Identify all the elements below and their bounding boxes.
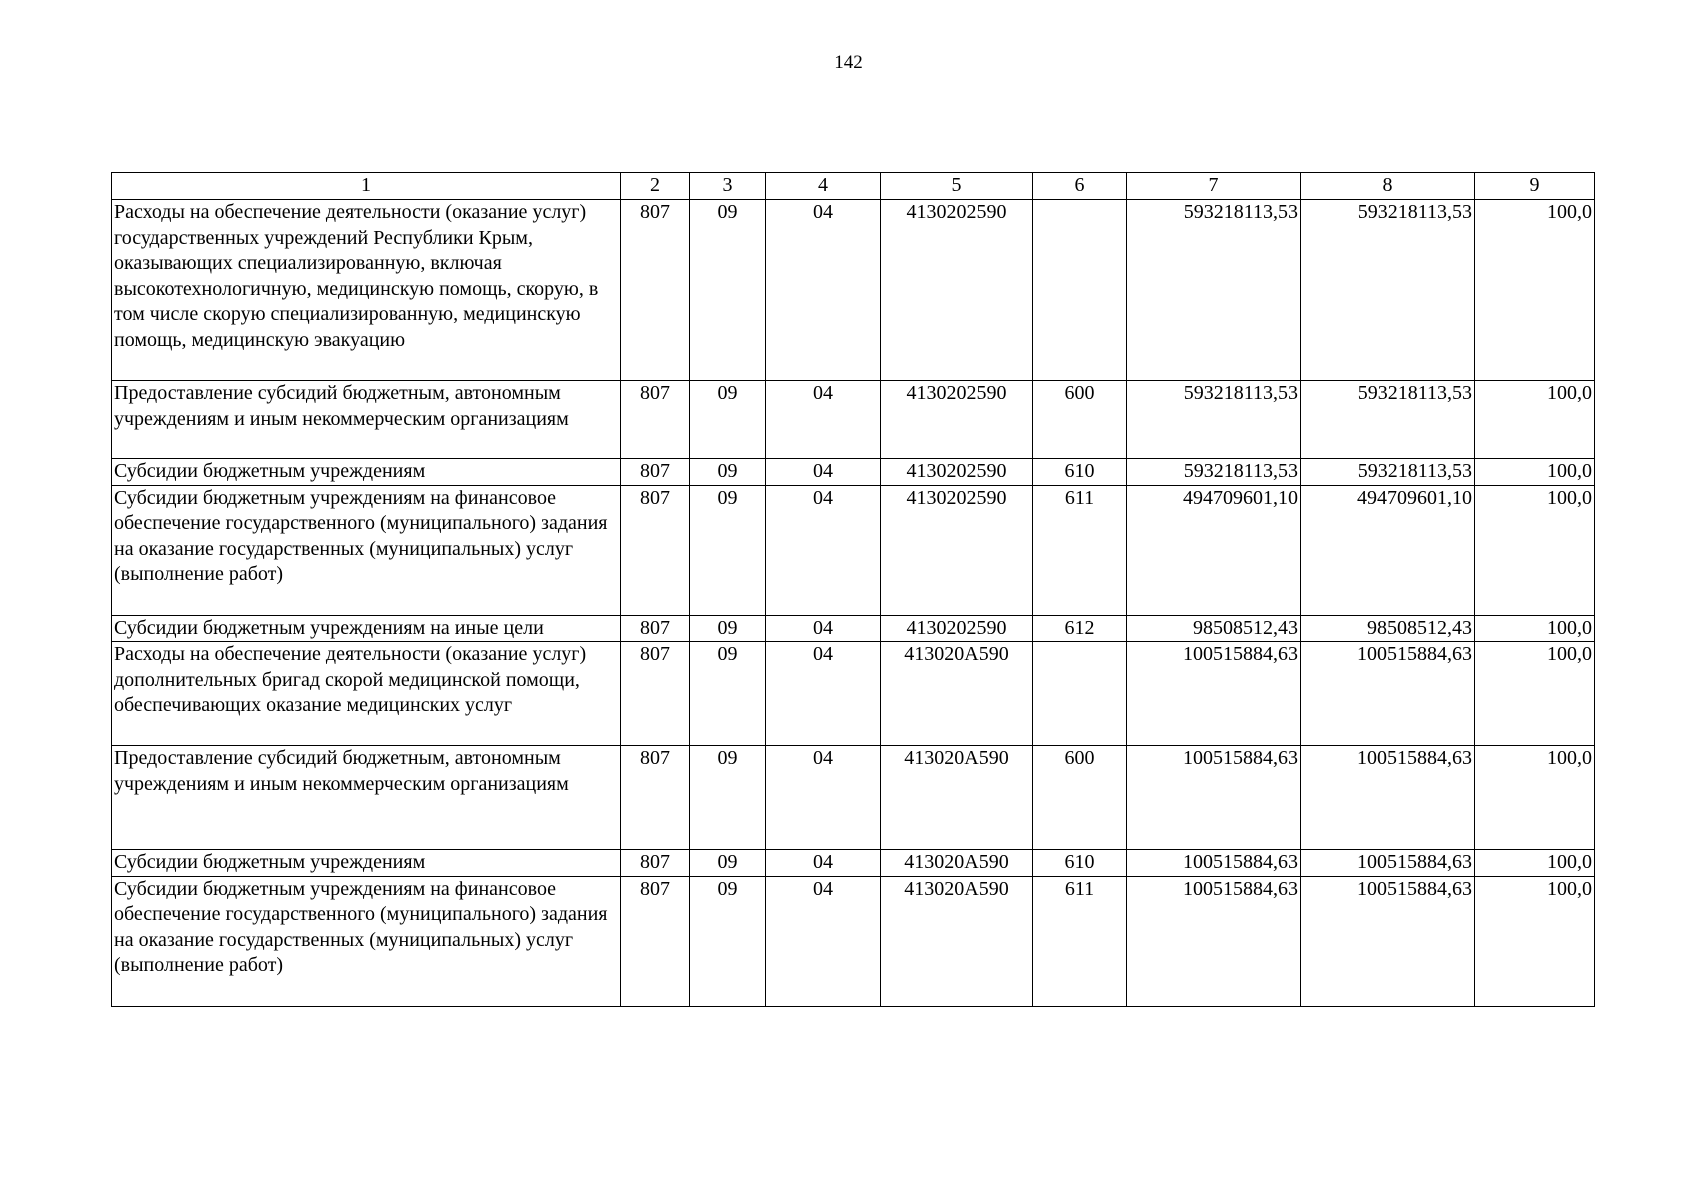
row-name: Субсидии бюджетным учреждениям на финансовое обеспечение государственного (муниципального) задания на оказание государственных (муниципальных) услуг (выполнение работ) — [112, 876, 621, 1006]
column-header: 6 — [1033, 173, 1127, 200]
row-subsection-code: 04 — [766, 381, 881, 459]
row-expense-type: 610 — [1033, 459, 1127, 486]
row-ministry-code: 807 — [621, 485, 690, 615]
row-section-code: 09 — [690, 850, 766, 877]
row-expense-type: 611 — [1033, 485, 1127, 615]
column-header: 8 — [1301, 173, 1475, 200]
row-subsection-code: 04 — [766, 615, 881, 642]
budget-table — [111, 172, 1595, 1007]
column-header: 5 — [881, 173, 1033, 200]
row-section-code: 09 — [690, 615, 766, 642]
table-row — [112, 615, 1595, 642]
row-percent: 100,0 — [1475, 381, 1595, 459]
column-header: 3 — [690, 173, 766, 200]
row-target-code: 4130202590 — [881, 485, 1033, 615]
row-name: Расходы на обеспечение деятельности (оказание услуг) дополнительных бригад скорой медицинской помощи, обеспечивающих оказание медицинских услуг — [112, 642, 621, 746]
row-amount-planned: 98508512,43 — [1127, 615, 1301, 642]
row-target-code: 413020А590 — [881, 850, 1033, 877]
row-name: Субсидии бюджетным учреждениям на финансовое обеспечение государственного (муниципального) задания на оказание государственных (муниципальных) услуг (выполнение работ) — [112, 485, 621, 615]
row-section-code: 09 — [690, 459, 766, 486]
row-amount-planned: 100515884,63 — [1127, 746, 1301, 850]
row-amount-actual: 593218113,53 — [1301, 459, 1475, 486]
column-header: 2 — [621, 173, 690, 200]
page-number: 142 — [834, 52, 863, 73]
row-target-code: 413020А590 — [881, 876, 1033, 1006]
row-expense-type — [1033, 200, 1127, 381]
row-expense-type: 611 — [1033, 876, 1127, 1006]
row-amount-actual: 98508512,43 — [1301, 615, 1475, 642]
row-amount-planned: 100515884,63 — [1127, 876, 1301, 1006]
row-section-code: 09 — [690, 642, 766, 746]
row-amount-actual: 100515884,63 — [1301, 876, 1475, 1006]
row-section-code: 09 — [690, 485, 766, 615]
row-percent: 100,0 — [1475, 850, 1595, 877]
row-target-code: 4130202590 — [881, 381, 1033, 459]
row-expense-type: 610 — [1033, 850, 1127, 877]
header-row — [112, 173, 1595, 200]
row-section-code: 09 — [690, 876, 766, 1006]
row-expense-type: 600 — [1033, 746, 1127, 850]
table-row — [112, 485, 1595, 615]
row-section-code: 09 — [690, 746, 766, 850]
row-target-code: 413020А590 — [881, 746, 1033, 850]
row-section-code: 09 — [690, 381, 766, 459]
row-subsection-code: 04 — [766, 200, 881, 381]
row-ministry-code: 807 — [621, 459, 690, 486]
row-amount-actual: 593218113,53 — [1301, 200, 1475, 381]
table-row — [112, 459, 1595, 486]
row-expense-type: 612 — [1033, 615, 1127, 642]
row-amount-actual: 100515884,63 — [1301, 746, 1475, 850]
row-amount-planned: 100515884,63 — [1127, 642, 1301, 746]
row-ministry-code: 807 — [621, 746, 690, 850]
row-target-code: 4130202590 — [881, 200, 1033, 381]
table-row — [112, 381, 1595, 459]
row-ministry-code: 807 — [621, 381, 690, 459]
row-amount-actual: 494709601,10 — [1301, 485, 1475, 615]
row-percent: 100,0 — [1475, 459, 1595, 486]
table-row — [112, 642, 1595, 746]
row-ministry-code: 807 — [621, 200, 690, 381]
row-percent: 100,0 — [1475, 485, 1595, 615]
row-amount-planned: 593218113,53 — [1127, 459, 1301, 486]
row-percent: 100,0 — [1475, 876, 1595, 1006]
row-ministry-code: 807 — [621, 876, 690, 1006]
row-target-code: 413020А590 — [881, 642, 1033, 746]
row-amount-planned: 593218113,53 — [1127, 200, 1301, 381]
table-row — [112, 200, 1595, 381]
row-amount-actual: 593218113,53 — [1301, 381, 1475, 459]
row-name: Расходы на обеспечение деятельности (оказание услуг) государственных учреждений Республики Крым, оказывающих специализированную, включая высокотехнологичную, медицинскую помощь, скорую, в том числе скорую специализированную, медицинскую помощь, медицинскую эвакуацию — [112, 200, 621, 381]
row-subsection-code: 04 — [766, 485, 881, 615]
row-amount-actual: 100515884,63 — [1301, 850, 1475, 877]
row-section-code: 09 — [690, 200, 766, 381]
row-percent: 100,0 — [1475, 615, 1595, 642]
row-target-code: 4130202590 — [881, 615, 1033, 642]
row-subsection-code: 04 — [766, 850, 881, 877]
row-target-code: 4130202590 — [881, 459, 1033, 486]
row-amount-planned: 494709601,10 — [1127, 485, 1301, 615]
row-amount-planned: 100515884,63 — [1127, 850, 1301, 877]
row-subsection-code: 04 — [766, 459, 881, 486]
row-expense-type — [1033, 642, 1127, 746]
table-row — [112, 850, 1595, 877]
row-expense-type: 600 — [1033, 381, 1127, 459]
column-header: 4 — [766, 173, 881, 200]
row-percent: 100,0 — [1475, 746, 1595, 850]
row-ministry-code: 807 — [621, 615, 690, 642]
row-percent: 100,0 — [1475, 200, 1595, 381]
table-row — [112, 746, 1595, 850]
row-percent: 100,0 — [1475, 642, 1595, 746]
row-name: Субсидии бюджетным учреждениям на иные цели — [112, 615, 621, 642]
row-amount-planned: 593218113,53 — [1127, 381, 1301, 459]
row-subsection-code: 04 — [766, 642, 881, 746]
table-row — [112, 876, 1595, 1006]
column-header: 7 — [1127, 173, 1301, 200]
column-header: 9 — [1475, 173, 1595, 200]
row-name: Предоставление субсидий бюджетным, автономным учреждениям и иным некоммерческим организациям — [112, 381, 621, 459]
row-amount-actual: 100515884,63 — [1301, 642, 1475, 746]
row-ministry-code: 807 — [621, 850, 690, 877]
row-name: Субсидии бюджетным учреждениям — [112, 850, 621, 877]
row-subsection-code: 04 — [766, 746, 881, 850]
row-name: Предоставление субсидий бюджетным, автономным учреждениям и иным некоммерческим организациям — [112, 746, 621, 850]
column-header: 1 — [112, 173, 621, 200]
row-name: Субсидии бюджетным учреждениям — [112, 459, 621, 486]
row-ministry-code: 807 — [621, 642, 690, 746]
row-subsection-code: 04 — [766, 876, 881, 1006]
